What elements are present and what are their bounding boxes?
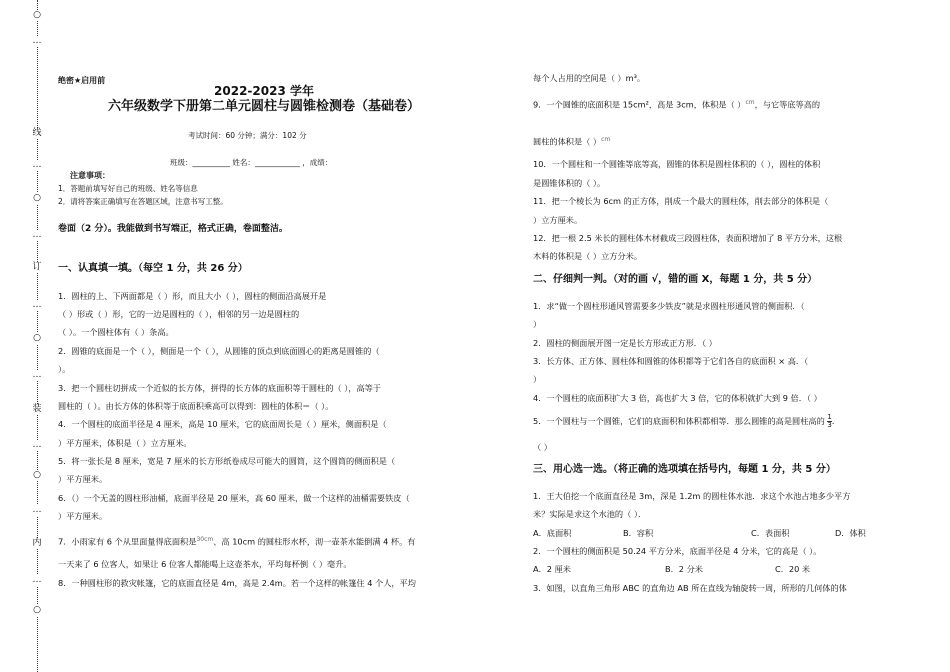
q9-text-b: ，与它等底等高的 bbox=[754, 99, 821, 110]
s1-line-5: ）。 bbox=[58, 364, 71, 374]
s1-line-8: 4．一个圆柱的底面半径是 4 厘米，高是 10 厘米，它的底面周长是（ ）厘米，侧面积是（ bbox=[58, 419, 387, 429]
s3-q1-line-1: 1．王大伯挖一个底面直径是 3m，深是 1.2m 的圆柱体水池．求这个水池占地多少平方 bbox=[533, 491, 851, 501]
s1-line-11: ）平方厘米。 bbox=[58, 474, 108, 484]
s2-q3-line-1: 3．长方体、正方体、圆柱体和圆锥的体积都等于它们各自的底面积 × 高．（ bbox=[533, 356, 809, 366]
binding-mark: … bbox=[30, 370, 44, 381]
note-1: 1．答题前填写好自己的班级、姓名等信息 bbox=[58, 184, 198, 193]
s1-line-13: ）平方厘米。 bbox=[58, 511, 108, 521]
q9-unit: cm bbox=[745, 99, 755, 106]
s2-q4: 4．一个圆柱的底面积扩大 3 倍，高也扩大 3 倍，它的体积就扩大到 9 倍．（ ） bbox=[533, 393, 822, 403]
note-2: 2．请将答案正确填写在答题区域，注意书写工整。 bbox=[58, 197, 228, 206]
s1-line-6: 3．把一个圆柱切拼成一个近似的长方体，拼得的长方体的底面积等于圆柱的（ ），高等于 bbox=[58, 383, 382, 393]
s2-q5-line-1 bbox=[533, 414, 840, 429]
s1-q8-line-1: 8．一种圆柱形的救灾帐篷，它的底面直径是 4m，高是 2.4m。若一个这样的帐篷住 4 个人，平均 bbox=[58, 578, 416, 588]
s3-q2-option-a: A．2 厘米 bbox=[533, 564, 571, 574]
binding-margin bbox=[0, 0, 46, 672]
q10-line-2: 是圆锥体积的（ ）。 bbox=[533, 178, 606, 188]
binding-mark: … bbox=[30, 505, 44, 516]
s2-q1-line-2: ） bbox=[533, 319, 542, 329]
binding-mark: 线 bbox=[30, 128, 44, 139]
q9-text-a: 9．一个圆锥的底面积是 15cm²，高是 3cm，体积是（ ） bbox=[533, 99, 746, 110]
s3-q2-option-b: B．2 分米 bbox=[665, 564, 703, 574]
s3-q2-option-c: C．20 米 bbox=[775, 564, 811, 574]
q9-line-2 bbox=[533, 134, 610, 148]
q12-line-2: 木料的体积是（ ）立方分米。 bbox=[533, 251, 643, 261]
fraction-numerator: 1 bbox=[827, 413, 832, 421]
binding-mark: 装 bbox=[30, 404, 44, 415]
binding-mark: … bbox=[30, 440, 44, 451]
binding-mark: … bbox=[30, 575, 44, 586]
s3-q1-option-b: B．容积 bbox=[623, 528, 654, 538]
page-title: 六年级数学下册第二单元圆柱与圆锥检测卷（基础卷） bbox=[107, 99, 420, 114]
q9-unit-2: cm bbox=[601, 136, 611, 143]
binding-mark: ○ bbox=[30, 193, 44, 204]
s1-q7-line-1 bbox=[58, 534, 415, 548]
binding-mark: ○ bbox=[30, 605, 44, 616]
binding-mark: ○ bbox=[30, 470, 44, 481]
s2-q5-text: 5．一个圆柱与一个圆锥，它们的底面积和体积都相等．那么圆锥的高是圆柱高的 bbox=[533, 416, 825, 426]
s1-line-12: 6．（）一个无盖的圆柱形油桶，底面半径是 20 厘米，高 60 厘米，做一个这样的油桶需要铁皮（ bbox=[58, 493, 410, 503]
fraction-denominator: 3 bbox=[827, 421, 832, 429]
s1-q7-line-2: 一天来了 6 位客人，如果让 6 位客人都能喝上这壶茶水，平均每杯倒（ ）毫升。 bbox=[58, 559, 352, 569]
q7-text-a: 7．小雨家有 6 个从里面量得底面积是 bbox=[58, 536, 197, 547]
s3-q1-option-d: D．体积 bbox=[835, 528, 866, 538]
binding-mark: … bbox=[30, 36, 44, 47]
s3-q1-option-a: A．底面积 bbox=[533, 528, 572, 538]
secret-label: 绝密★启用前 bbox=[58, 76, 106, 85]
s1-line-4: 2．圆锥的底面是一个（ ），侧面是一个（ ），从圆锥的顶点到底面圆心的距离是圆锥的（ bbox=[58, 346, 380, 356]
notes-title: 注意事项： bbox=[70, 171, 110, 180]
binding-mark: … bbox=[30, 230, 44, 241]
neatness-statement: 卷面（2 分）。我能做到书写端正，格式正确，卷面整洁。 bbox=[58, 224, 288, 234]
s3-q3-line-1: 3．如图，以直角三角形 ABC 的直角边 AB 所在直线为轴旋转一周，所形的几何体的体 bbox=[533, 583, 847, 593]
section1-title: 一、认真填一填。（每空 1 分，共 26 分） bbox=[58, 263, 248, 274]
s2-q5-end: ． bbox=[831, 416, 841, 426]
q7-unit: 30cm bbox=[196, 536, 214, 543]
s2-q5-line-2: （ ） bbox=[533, 442, 552, 452]
s3-q1-option-c: C．表面积 bbox=[751, 528, 790, 538]
q11-line-2: ）立方厘米。 bbox=[533, 215, 583, 225]
binding-mark: … bbox=[30, 300, 44, 311]
student-info-line: 班级：__________ 姓名：____________ ，成绩： bbox=[170, 158, 333, 167]
section2-title: 二、仔细判一判。（对的画 √，错的画 X，每题 1 分，共 5 分） bbox=[533, 274, 818, 285]
s3-q1-line-2: 米？实际是求这个水池的（ ）． bbox=[533, 509, 647, 519]
s2-q3-line-2: ） bbox=[533, 374, 542, 384]
section3-title: 三、用心选一选。（将正确的选项填在括号内，每题 1 分，共 5 分） bbox=[533, 464, 836, 475]
s1-line-10: 5．将一张长是 8 厘米，宽是 7 厘米的长方形纸卷成尽可能大的圆筒，这个圆筒的侧面积是（ bbox=[58, 456, 396, 466]
binding-mark: 订 bbox=[30, 262, 44, 273]
q9-text-c: 圆柱的体积是（ ） bbox=[533, 136, 602, 147]
q9-line-1 bbox=[533, 97, 820, 111]
s2-q2: 2．圆柱的侧面展开图一定是长方形或正方形．（ ） bbox=[533, 338, 717, 348]
q7-text-b: 、高 10cm 的圆柱形水杯，沏一壶茶水能倒满 4 杯。有 bbox=[213, 536, 416, 547]
school-year: 2022-2023 学年 bbox=[214, 84, 314, 98]
s2-q1-line-1: 1．求“做一个圆柱形通风管需要多少铁皮”就是求圆柱形通风管的侧面积．（ bbox=[533, 301, 805, 311]
q11-line-1: 11．把一个棱长为 6cm 的正方体，削成一个最大的圆柱体，削去部分的体积是（ bbox=[533, 196, 829, 206]
q10-line-1: 10．一个圆柱和一个圆锥等底等高，圆锥的体积是圆柱体积的（ ），圆柱的体积 bbox=[533, 159, 821, 169]
q8-end: 每个人占用的空间是（ ）m³。 bbox=[533, 73, 646, 83]
s1-line-3: （ ）。一个圆柱体有（ ）条高。 bbox=[58, 327, 174, 337]
binding-mark: ○ bbox=[30, 333, 44, 344]
s3-q2-line-1: 2．一个圆柱的侧面积是 50.24 平方分米，底面半径是 4 分米，它的高是（ ）。 bbox=[533, 546, 822, 556]
binding-mark: 内 bbox=[30, 538, 44, 549]
s1-line-7: 圆柱的（ ）。由长方体的体积等于底面积乘高可以得到：圆柱的体积＝（ ）。 bbox=[58, 401, 334, 411]
binding-mark: … bbox=[30, 160, 44, 171]
s1-line-9: ）平方厘米，体积是（ ）立方厘米。 bbox=[58, 438, 192, 448]
s1-line-2: （ ）形或（ ）形，它的一边是圆柱的（ ），相邻的另一边是圆柱的 bbox=[58, 309, 300, 319]
exam-info: 考试时间：60 分钟；满分：102 分 bbox=[188, 131, 307, 140]
binding-mark: ○ bbox=[30, 10, 44, 21]
q12-line-1: 12．把一根 2.5 米长的圆柱体木材截成三段圆柱体，表面积增加了 8 平方分米，这根 bbox=[533, 233, 843, 243]
s1-line-1: 1．圆柱的上、下两面都是（ ）形，而且大小（ ），圆柱的侧面沿高展开是 bbox=[58, 291, 327, 301]
